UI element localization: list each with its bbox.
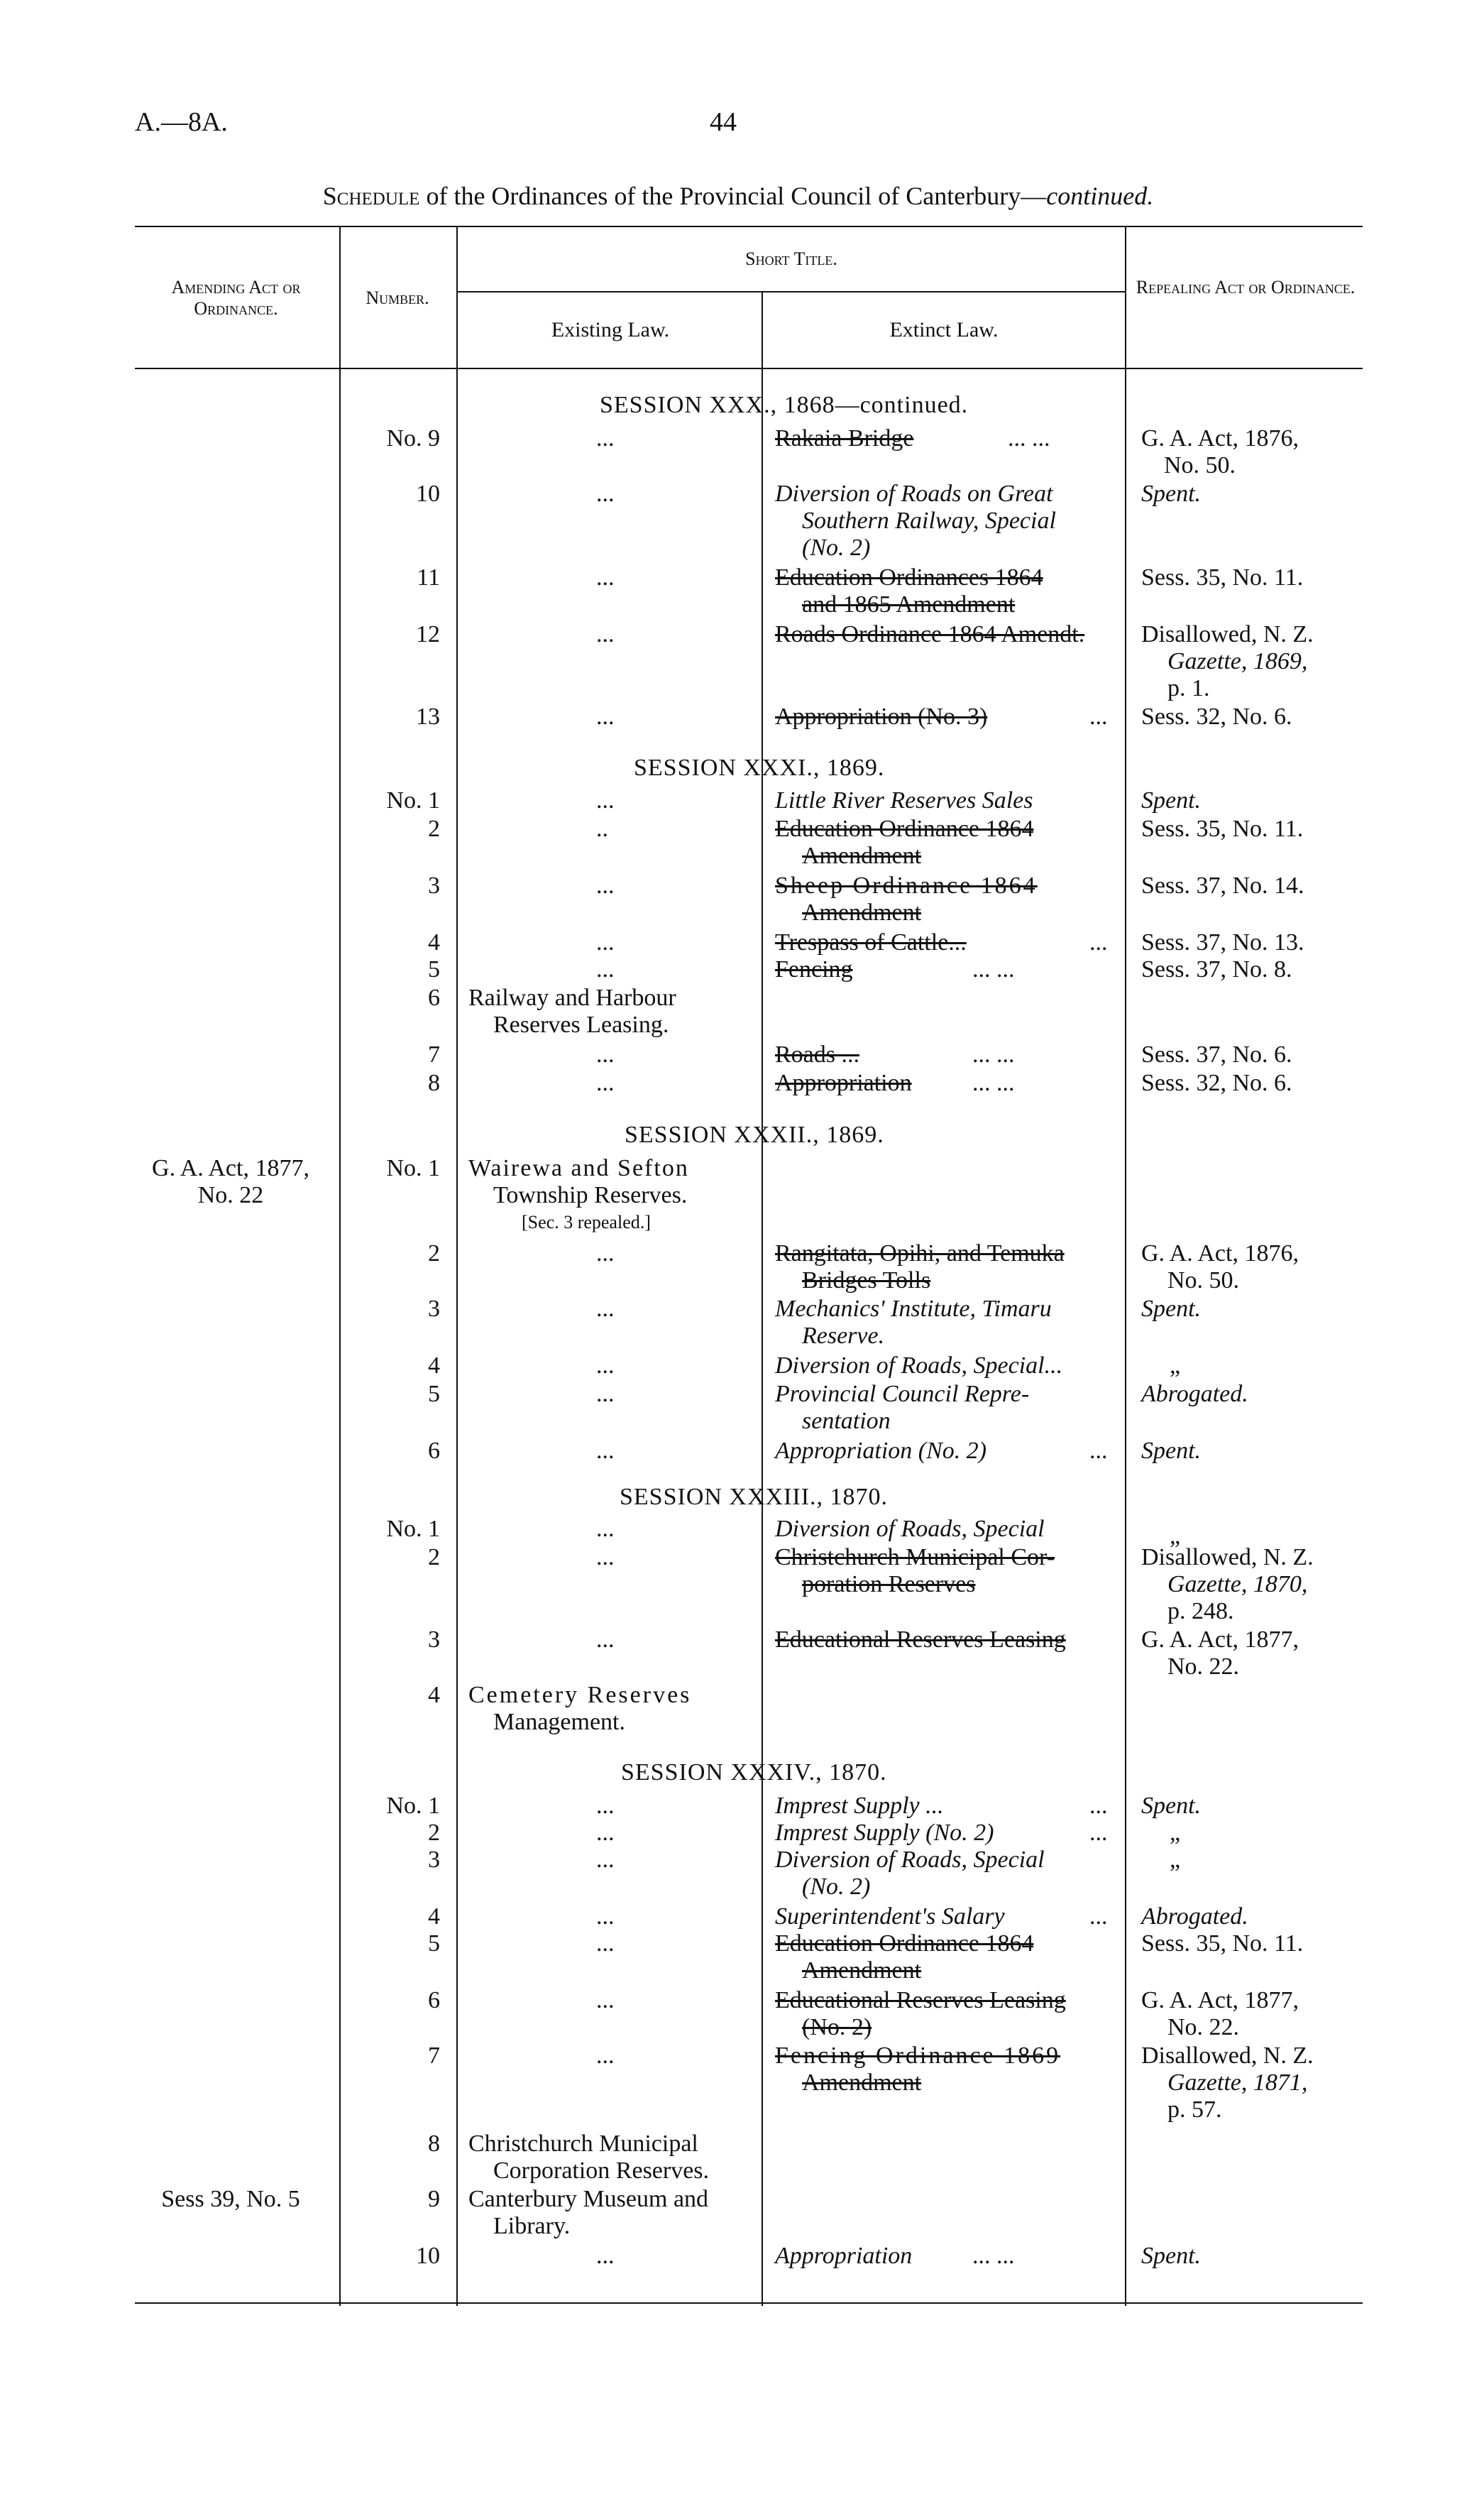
page-header <box>135 106 1341 149</box>
document-id: A.—8A. <box>135 107 228 137</box>
caption-continued: continued. <box>1046 182 1154 210</box>
caption-text: of the Ordinances of the Provincial Council of Canterbury— <box>419 182 1047 210</box>
table-caption <box>135 181 1341 211</box>
col-divider-4 <box>1125 226 1126 2306</box>
header-extinct-law: Extinct Law. <box>889 318 999 341</box>
header-number: Number. <box>365 288 429 308</box>
page-number: 44 <box>710 107 737 137</box>
header-bottom-rule <box>135 368 1363 369</box>
header-top-rule <box>135 226 1363 227</box>
table-bottom-rule <box>135 2302 1363 2304</box>
col-divider-2 <box>456 226 458 2306</box>
col-divider-3 <box>762 291 763 2306</box>
short-title-rule <box>458 291 1125 292</box>
header-repealing: Repealing Act or Ordinance. <box>1136 277 1356 297</box>
caption-lead: Schedule <box>322 182 420 210</box>
header-existing-law: Existing Law. <box>551 318 670 341</box>
header-amending: Amending Act or Ordinance. <box>171 277 301 319</box>
header-short-title: Short Title. <box>745 248 837 269</box>
